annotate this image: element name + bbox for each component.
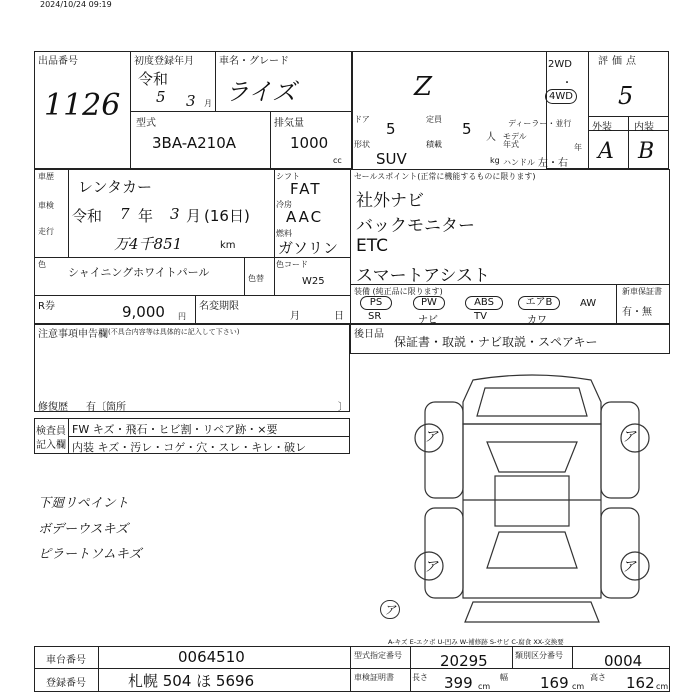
inspector-row-2: 内装 キズ・汚レ・コゲ・穴・スレ・キレ・破レ — [72, 441, 307, 454]
warranty-value: 有・無 — [622, 307, 652, 318]
category-value: 0004 — [604, 652, 643, 670]
specified-label: 型式指定番号 — [354, 651, 402, 660]
score-label: 評価点 — [598, 56, 640, 67]
damage-mark: ア — [622, 559, 636, 575]
displacement-unit: cc — [333, 156, 342, 165]
fuel-value: ガソリン — [278, 239, 339, 257]
inspection-day: (16日) — [204, 207, 250, 225]
drive-dot: ・ — [562, 78, 572, 89]
vehicle-name: ライズ — [225, 78, 297, 106]
displacement-value: 1000 — [290, 134, 329, 152]
registration-month: 3 — [186, 92, 196, 110]
damage-legend: A-キズ E-エクボ U-凹み W-補修跡 S-サビ C-腐食 XX-交換要 — [388, 638, 564, 646]
length-value: 399 — [444, 674, 473, 692]
height-value: 162 — [626, 674, 655, 692]
fuel-label: 燃料 — [276, 229, 292, 238]
lot-number: 1126 — [44, 88, 121, 123]
color-value: シャイニングホワイトパール — [68, 266, 210, 279]
notes-label: 注意事項申告欄 — [38, 329, 108, 340]
handwritten-note: ボデーウスキズ — [38, 522, 129, 537]
history-value: レンタカー — [78, 178, 153, 196]
handle-label: ハンドル — [503, 158, 535, 167]
equip-pw: PW — [413, 296, 445, 310]
inspector-row-1: FW キズ・飛石・ヒビ割・リペア跡・×要 — [72, 423, 278, 436]
sales-points-label: セールスポイント(正常に機能するものに限ります) — [354, 172, 536, 181]
inspection-year: 7 — [120, 205, 130, 223]
load-label: 積載 — [426, 140, 442, 149]
model-value: 3BA-A210A — [152, 134, 237, 152]
displacement-label: 排気量 — [274, 118, 304, 129]
body-label: 形状 — [354, 140, 370, 149]
color-code-value: W25 — [302, 276, 325, 287]
mileage-value: 万4千851 — [114, 235, 183, 253]
handwritten-note: ピラートソムキズ — [38, 547, 142, 562]
equip-ps: PS — [360, 296, 392, 310]
inspection-label: 車検 — [38, 201, 54, 210]
recycle-unit: 円 — [178, 312, 186, 321]
equip-airbag: エアB — [518, 296, 560, 310]
doors-label: ドア — [354, 115, 370, 124]
vehicle-grade: Z — [414, 72, 433, 102]
after-items-label: 後日品 — [354, 329, 384, 340]
body-value: SUV — [376, 150, 407, 168]
dimensions-label: 車検証明書 — [354, 673, 394, 682]
color-change-label: 色替 — [248, 274, 264, 283]
inspection-month-unit: 月 — [186, 207, 202, 225]
inspection-era: 令和 — [72, 207, 103, 225]
capacity-label: 定員 — [426, 115, 442, 124]
damage-mark: ア — [424, 429, 438, 445]
frame-number-value: 0064510 — [178, 648, 245, 666]
shift-label: シフト — [276, 172, 300, 181]
height-label: 高さ — [590, 673, 606, 682]
damage-mark: ア — [424, 559, 438, 575]
equipment-label: 装備 (純正品に限ります) — [354, 287, 443, 296]
warranty-label: 新車保証書 — [622, 287, 662, 296]
length-unit: cm — [478, 682, 491, 691]
ac-value: AAC — [286, 208, 324, 226]
width-value: 169 — [540, 674, 569, 692]
equip-aw: AW — [580, 298, 597, 309]
handwritten-note: 下廻リペイント — [38, 496, 129, 511]
model-year-unit: 年 — [574, 143, 582, 152]
mileage-unit: km — [220, 240, 236, 251]
equip-sr: SR — [368, 311, 382, 322]
interior-label: 内装 — [634, 122, 654, 133]
capacity-value: 5 — [462, 120, 472, 138]
sales-point-item: ETC — [356, 236, 388, 256]
lot-label: 出品番号 — [38, 56, 78, 67]
equip-tv: TV — [474, 311, 487, 322]
mileage-label: 走行 — [38, 227, 54, 236]
name-change-label: 名変期限 — [199, 301, 239, 312]
model-year-label: モデル年式 — [503, 132, 527, 149]
equip-abs: ABS — [465, 296, 503, 310]
plate-label: 登録番号 — [46, 678, 86, 689]
specified-value: 20295 — [440, 652, 488, 670]
notes-sub: (不具合内容等は具体的に記入して下さい) — [108, 328, 240, 336]
equip-navi: ナビ — [418, 315, 438, 326]
name-change-month-unit: 月 — [290, 311, 300, 322]
drive-2wd: 2WD — [548, 59, 572, 70]
after-items-value: 保証書・取説・ナビ取説・スペアキー — [394, 335, 598, 349]
recycle-value: 9,000 — [122, 303, 165, 321]
sales-point-item: スマートアシスト — [356, 266, 490, 286]
inspector-label-1: 検査員 — [36, 426, 66, 437]
category-label: 類別区分番号 — [515, 651, 563, 660]
exterior-label: 外装 — [592, 122, 612, 133]
height-unit: cm — [656, 682, 669, 691]
score-value: 5 — [618, 82, 634, 110]
drive-4wd: 4WD — [545, 89, 577, 104]
load-unit: kg — [490, 156, 500, 165]
registration-label: 初度登録年月 — [134, 56, 194, 67]
shift-value: FAT — [290, 180, 322, 198]
inspector-label-2: 記入欄 — [36, 440, 66, 451]
name-change-day-unit: 日 — [334, 311, 344, 322]
inspection-year-unit: 年 — [138, 207, 154, 225]
repair-close: 〕 — [338, 402, 348, 413]
width-label: 幅 — [500, 673, 508, 682]
bottom-damage-mark: ア — [380, 600, 400, 619]
history-label: 車歴 — [38, 172, 54, 181]
registration-month-unit: 月 — [204, 99, 212, 108]
equip-leather: カワ — [527, 315, 547, 326]
width-unit: cm — [572, 682, 585, 691]
capacity-unit: 人 — [486, 132, 496, 143]
handle-value: 左・右 — [538, 158, 568, 169]
timestamp: 2024/10/24 09:19 — [40, 0, 112, 9]
repair-label: 修復歴 — [38, 402, 68, 413]
car-diagram — [395, 372, 670, 630]
sales-point-item: バックモニター — [356, 216, 475, 236]
damage-mark: ア — [622, 429, 636, 445]
color-code-label: 色コード — [276, 260, 308, 269]
color-label: 色 — [38, 260, 46, 269]
doors-value: 5 — [386, 120, 396, 138]
recycle-label: R券 — [38, 301, 55, 312]
model-label: 型式 — [136, 118, 156, 129]
length-label: 長さ — [412, 673, 428, 682]
vehicle-name-label: 車名・グレード — [219, 56, 289, 67]
sales-point-item: 社外ナビ — [356, 191, 424, 211]
repair-value: 有〔箇所 — [86, 402, 126, 413]
exterior-score: A — [598, 139, 614, 164]
registration-era: 令和 — [138, 70, 169, 88]
dealer-label: ディーラー・並行 — [508, 119, 572, 128]
interior-score: B — [638, 139, 655, 164]
frame-number-label: 車台番号 — [46, 655, 86, 666]
inspection-month: 3 — [170, 205, 180, 223]
registration-year: 5 — [156, 88, 166, 106]
ac-label: 冷房 — [276, 200, 292, 209]
plate-value: 札幌 504 ほ 5696 — [128, 672, 255, 690]
